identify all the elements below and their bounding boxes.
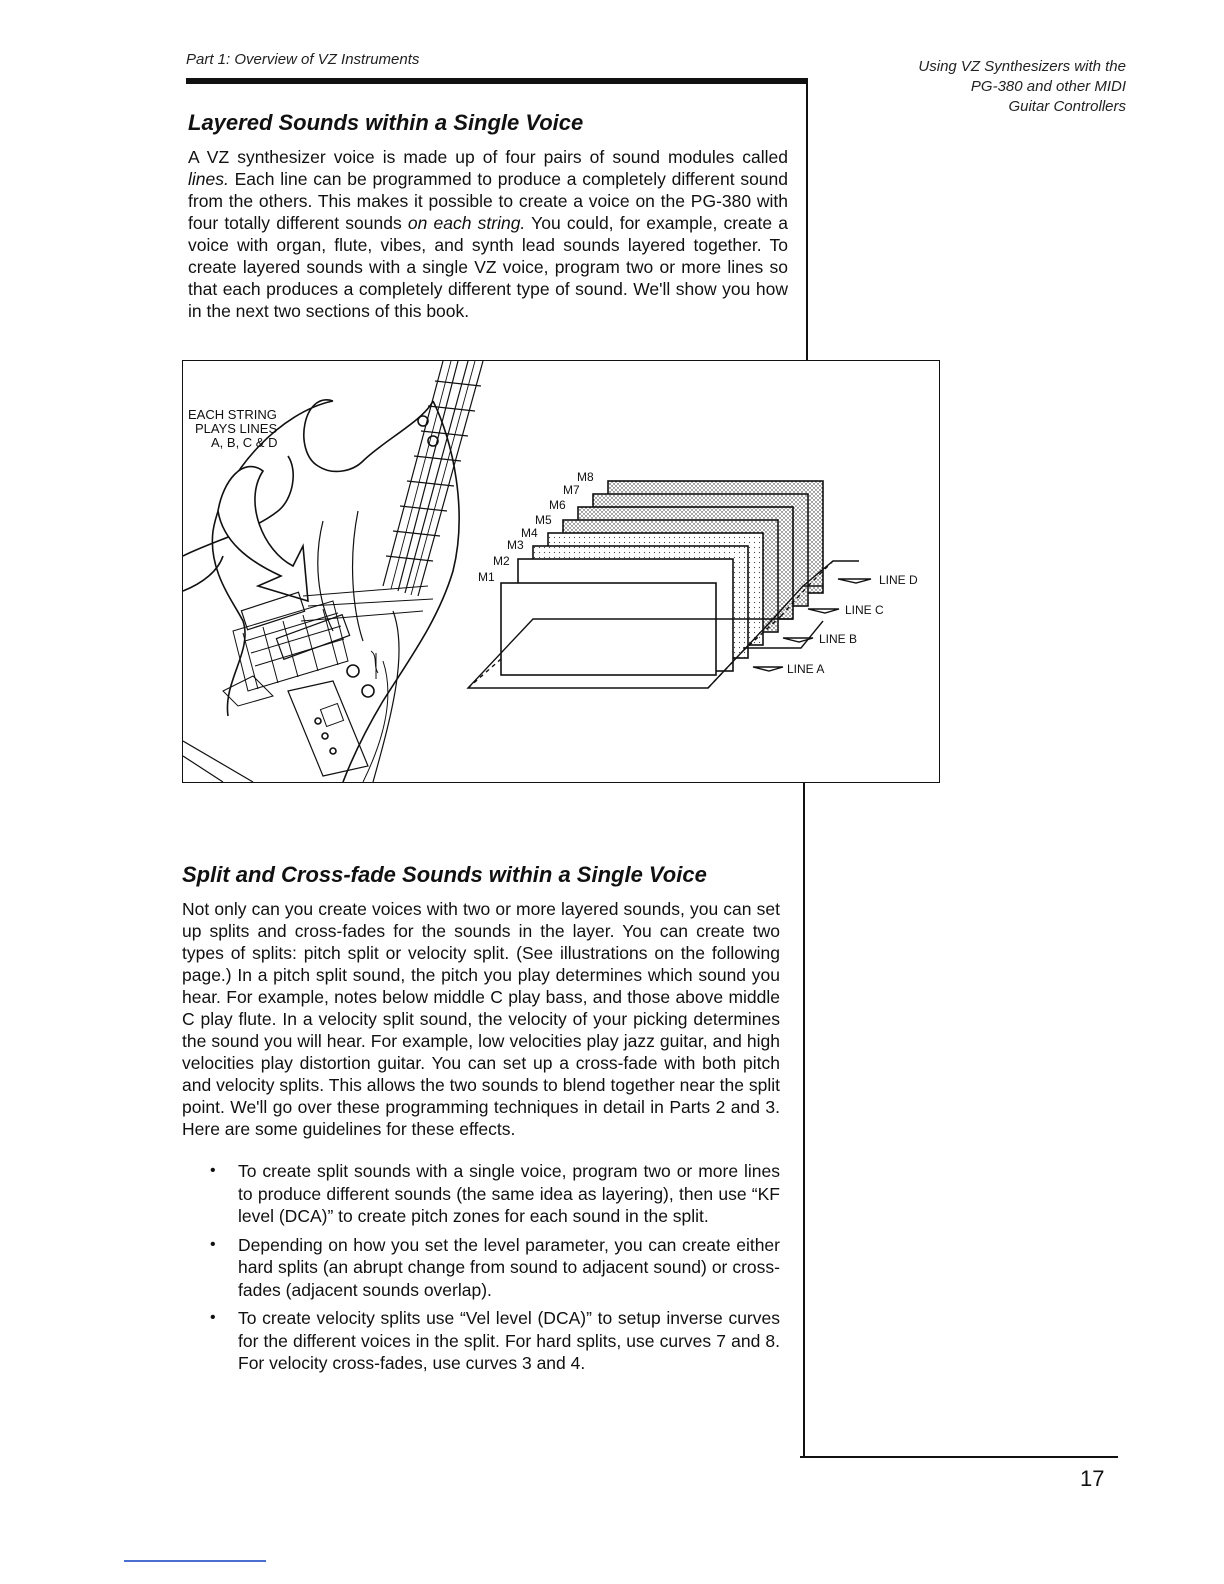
para-text-b: Each line can be programmed to produce a completely different sound from the others. This makes it possible to create a voice on the PG-380 with four totally different sounds: [188, 169, 788, 233]
module-label-m4: M4: [521, 526, 538, 540]
footer-rule: [800, 1456, 1118, 1458]
column-rule-bottom: [803, 783, 805, 1456]
bottom-link-underline: [124, 1560, 266, 1562]
list-item: • Depending on how you set the level parameter, you can create either hard splits (an abrupt change from sound to adjacent sound) or cross-fades (adjacent sounds overlap).: [210, 1234, 780, 1302]
section-split: [182, 862, 780, 1381]
callout-line-3: A, B, C & D: [211, 435, 278, 450]
module-label-m8: M8: [577, 470, 594, 484]
callout-line-2: PLAYS LINES: [195, 421, 278, 436]
paragraph-layered: [188, 146, 788, 322]
module-rect-m1: [501, 583, 716, 675]
module-label-m7: M7: [563, 483, 580, 497]
line-label-a: LINE A: [787, 662, 825, 676]
section-layered: [188, 110, 788, 322]
section-title-split: Split and Cross-fade Sounds within a Single Voice: [182, 862, 707, 887]
header-rule: [186, 78, 808, 84]
para-emphasis-each-string: on each string.: [407, 213, 526, 233]
list-item: • To create velocity splits use “Vel level (DCA)” to setup inverse curves for the different voices in the split. For hard splits, use curves 7 and 8. For velocity cross-fades, use curves 3 and 4.: [210, 1307, 780, 1375]
section-title-layered: Layered Sounds within a Single Voice: [188, 110, 584, 135]
running-header-right: [880, 57, 1126, 117]
module-label-m6: M6: [549, 498, 566, 512]
line-label-d: LINE D: [879, 573, 918, 587]
header-right-line-1: Using VZ Synthesizers with the: [918, 58, 1126, 75]
running-header-left: Part 1: Overview of VZ Instruments: [186, 51, 420, 68]
module-label-m3: M3: [507, 538, 524, 552]
para-text-a: A VZ synthesizer voice is made up of four pairs of sound modules called: [188, 147, 788, 167]
module-label-m5: M5: [535, 513, 552, 527]
header-right-line-2: PG-380 and other MIDI: [970, 78, 1126, 95]
module-label-m1: M1: [478, 570, 495, 584]
para-text-c: You could, for example, create a voice with organ, flute, vibes, and synth lead sounds layered together. To create layered sounds with a single VZ voice, program two or more lines so that each produces a completely different type of sound. We'll show you how in the next two sections of this book.: [188, 213, 789, 321]
line-label-c: LINE C: [845, 603, 884, 617]
page-number: 17: [1080, 1466, 1105, 1491]
para-emphasis-lines: lines.: [188, 169, 229, 189]
paragraph-split: Not only can you create voices with two or more layered sounds, you can set up splits and cross-fades for the sounds in the layer. You can create two types of splits: pitch split or velocity split. (See illustrations on the following page.) In a pitch split sound, the pitch you play determines which sound you hear. For example, notes below middle C play bass, and those above middle C play flute. In a velocity split sound, the velocity of your picking determines the sound you will hear. For example, low velocities play jazz guitar, and high velocities play distortion guitar. You can set up a cross-fade with both pitch and velocity splits. This allows the two sounds to blend together near the split point. We'll go over these programming techniques in detail in Parts 2 and 3. Here are some guidelines for these effects.: [182, 899, 780, 1139]
header-right-line-3: Guitar Controllers: [1008, 98, 1126, 115]
arrow-icon: [218, 467, 308, 601]
module-label-m2: M2: [493, 554, 510, 568]
callout-line-1: EACH STRING: [188, 407, 277, 422]
guidelines-list: [210, 1160, 780, 1375]
list-item: • To create split sounds with a single voice, program two or more lines to produce different sounds (the same idea as layering), then use “KF level (DCA)” to create pitch zones for each sound in the split.: [210, 1160, 780, 1228]
knob-icon: [347, 665, 359, 677]
column-rule-top: [806, 84, 808, 360]
line-label-b: LINE B: [819, 632, 858, 646]
figure-guitar-lines: [182, 360, 940, 783]
figure-illustration: [183, 361, 939, 782]
